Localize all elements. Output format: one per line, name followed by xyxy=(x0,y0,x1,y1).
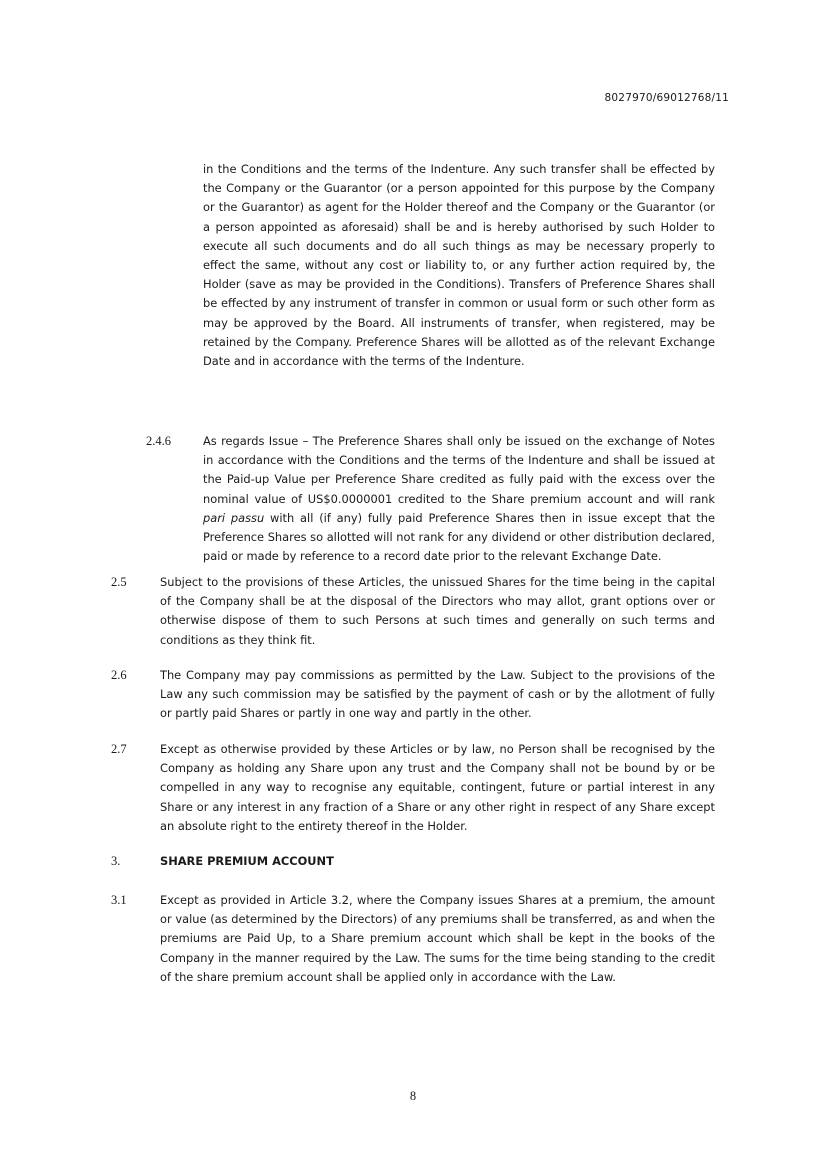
clause-2-5-text: Subject to the provisions of these Articles, the unissued Shares for the time being in the capital of the Company shall be at the disposal of the Directors who may allot, grant options over or otherwise dispose of them to such Persons at such times and generally on such terms and conditions as they think fit. xyxy=(160,575,715,647)
clause-number-2-7: 2.7 xyxy=(111,742,127,756)
clause-2-7-text: Except as otherwise provided by these Articles or by law, no Person shall be recognised by the Company as holding any Share upon any trust and the Company shall not be bound by or be compelled in any way to recognise any equitable, contingent, future or partial interest in any Share or any interest in any fraction of a Share or any other right in respect of any Share except an absolute right to the entirety thereof in the Holder. xyxy=(160,742,715,833)
section-3-heading: SHARE PREMIUM ACCOUNT xyxy=(160,854,334,868)
clause-number-3-1: 3.1 xyxy=(111,893,127,907)
clause-number-2-6: 2.6 xyxy=(111,668,127,682)
clause-number-2-5: 2.5 xyxy=(111,575,127,589)
clause-2-4-6-italic-term: pari passu xyxy=(203,510,265,525)
continuation-paragraph: in the Conditions and the terms of the Indenture. Any such transfer shall be effected by the Company or the Guarantor (or a person appointed for this purpose by the Company or the Guarantor) as agent for the Holder thereof and the Company or the Guarantor (or a person appointed as aforesaid) shall be and is hereby authorised by such Holder to execute all such documents and do all such things as may be necessary properly to effect the same, without any cost or liability to, or any further action required by, the Holder (save as may be provided in the Conditions). Transfers of Preference Shares shall be effected by any instrument of transfer in common or usual form or such other form as may be approved by the Board. All instruments of transfer, when registered, may be retained by the Company. Preference Shares will be allotted as of the relevant Exchange Date and in accordance with the terms of the Indenture. xyxy=(203,162,715,369)
clause-2-4-6-text-part-2: with all (if any) fully paid Preference Shares then in issue except that the Preference Shares so allotted will not rank for any dividend or other distribution declared, paid or made by reference to a record date prior to the relevant Exchange Date. xyxy=(203,510,715,564)
clause-number-2-4-6: 2.4.6 xyxy=(146,434,171,448)
clause-2-4-6-text-part-1: As regards Issue – The Preference Shares shall only be issued on the exchange of Notes in accordance with the Conditions and the terms of the Indenture and shall be issued at the Paid-up Value per Preference Share credited as fully paid with the excess over the nominal value of US$0.0000001 credited to the Share premium account and will rank xyxy=(203,434,715,506)
clause-3-1-text: Except as provided in Article 3.2, where the Company issues Shares at a premium, the amount or value (as determined by the Directors) of any premiums shall be transferred, as and when the premiums are Paid Up, to a Share premium account which shall be kept in the books of the Company in the manner required by the Law. The sums for the time being standing to the credit of the share premium account shall be applied only in accordance with the Law. xyxy=(160,893,715,984)
section-number-3: 3. xyxy=(111,854,121,868)
clause-2-6-text: The Company may pay commissions as permitted by the Law. Subject to the provisions of the Law any such commission may be satisfied by the payment of cash or by the allotment of fully or partly paid Shares or partly in one way and partly in the other. xyxy=(160,668,715,721)
clause-2-4-6-text xyxy=(203,432,715,566)
document-reference: 8027970/69012768/11 xyxy=(604,92,729,104)
page-number: 8 xyxy=(409,1089,417,1103)
